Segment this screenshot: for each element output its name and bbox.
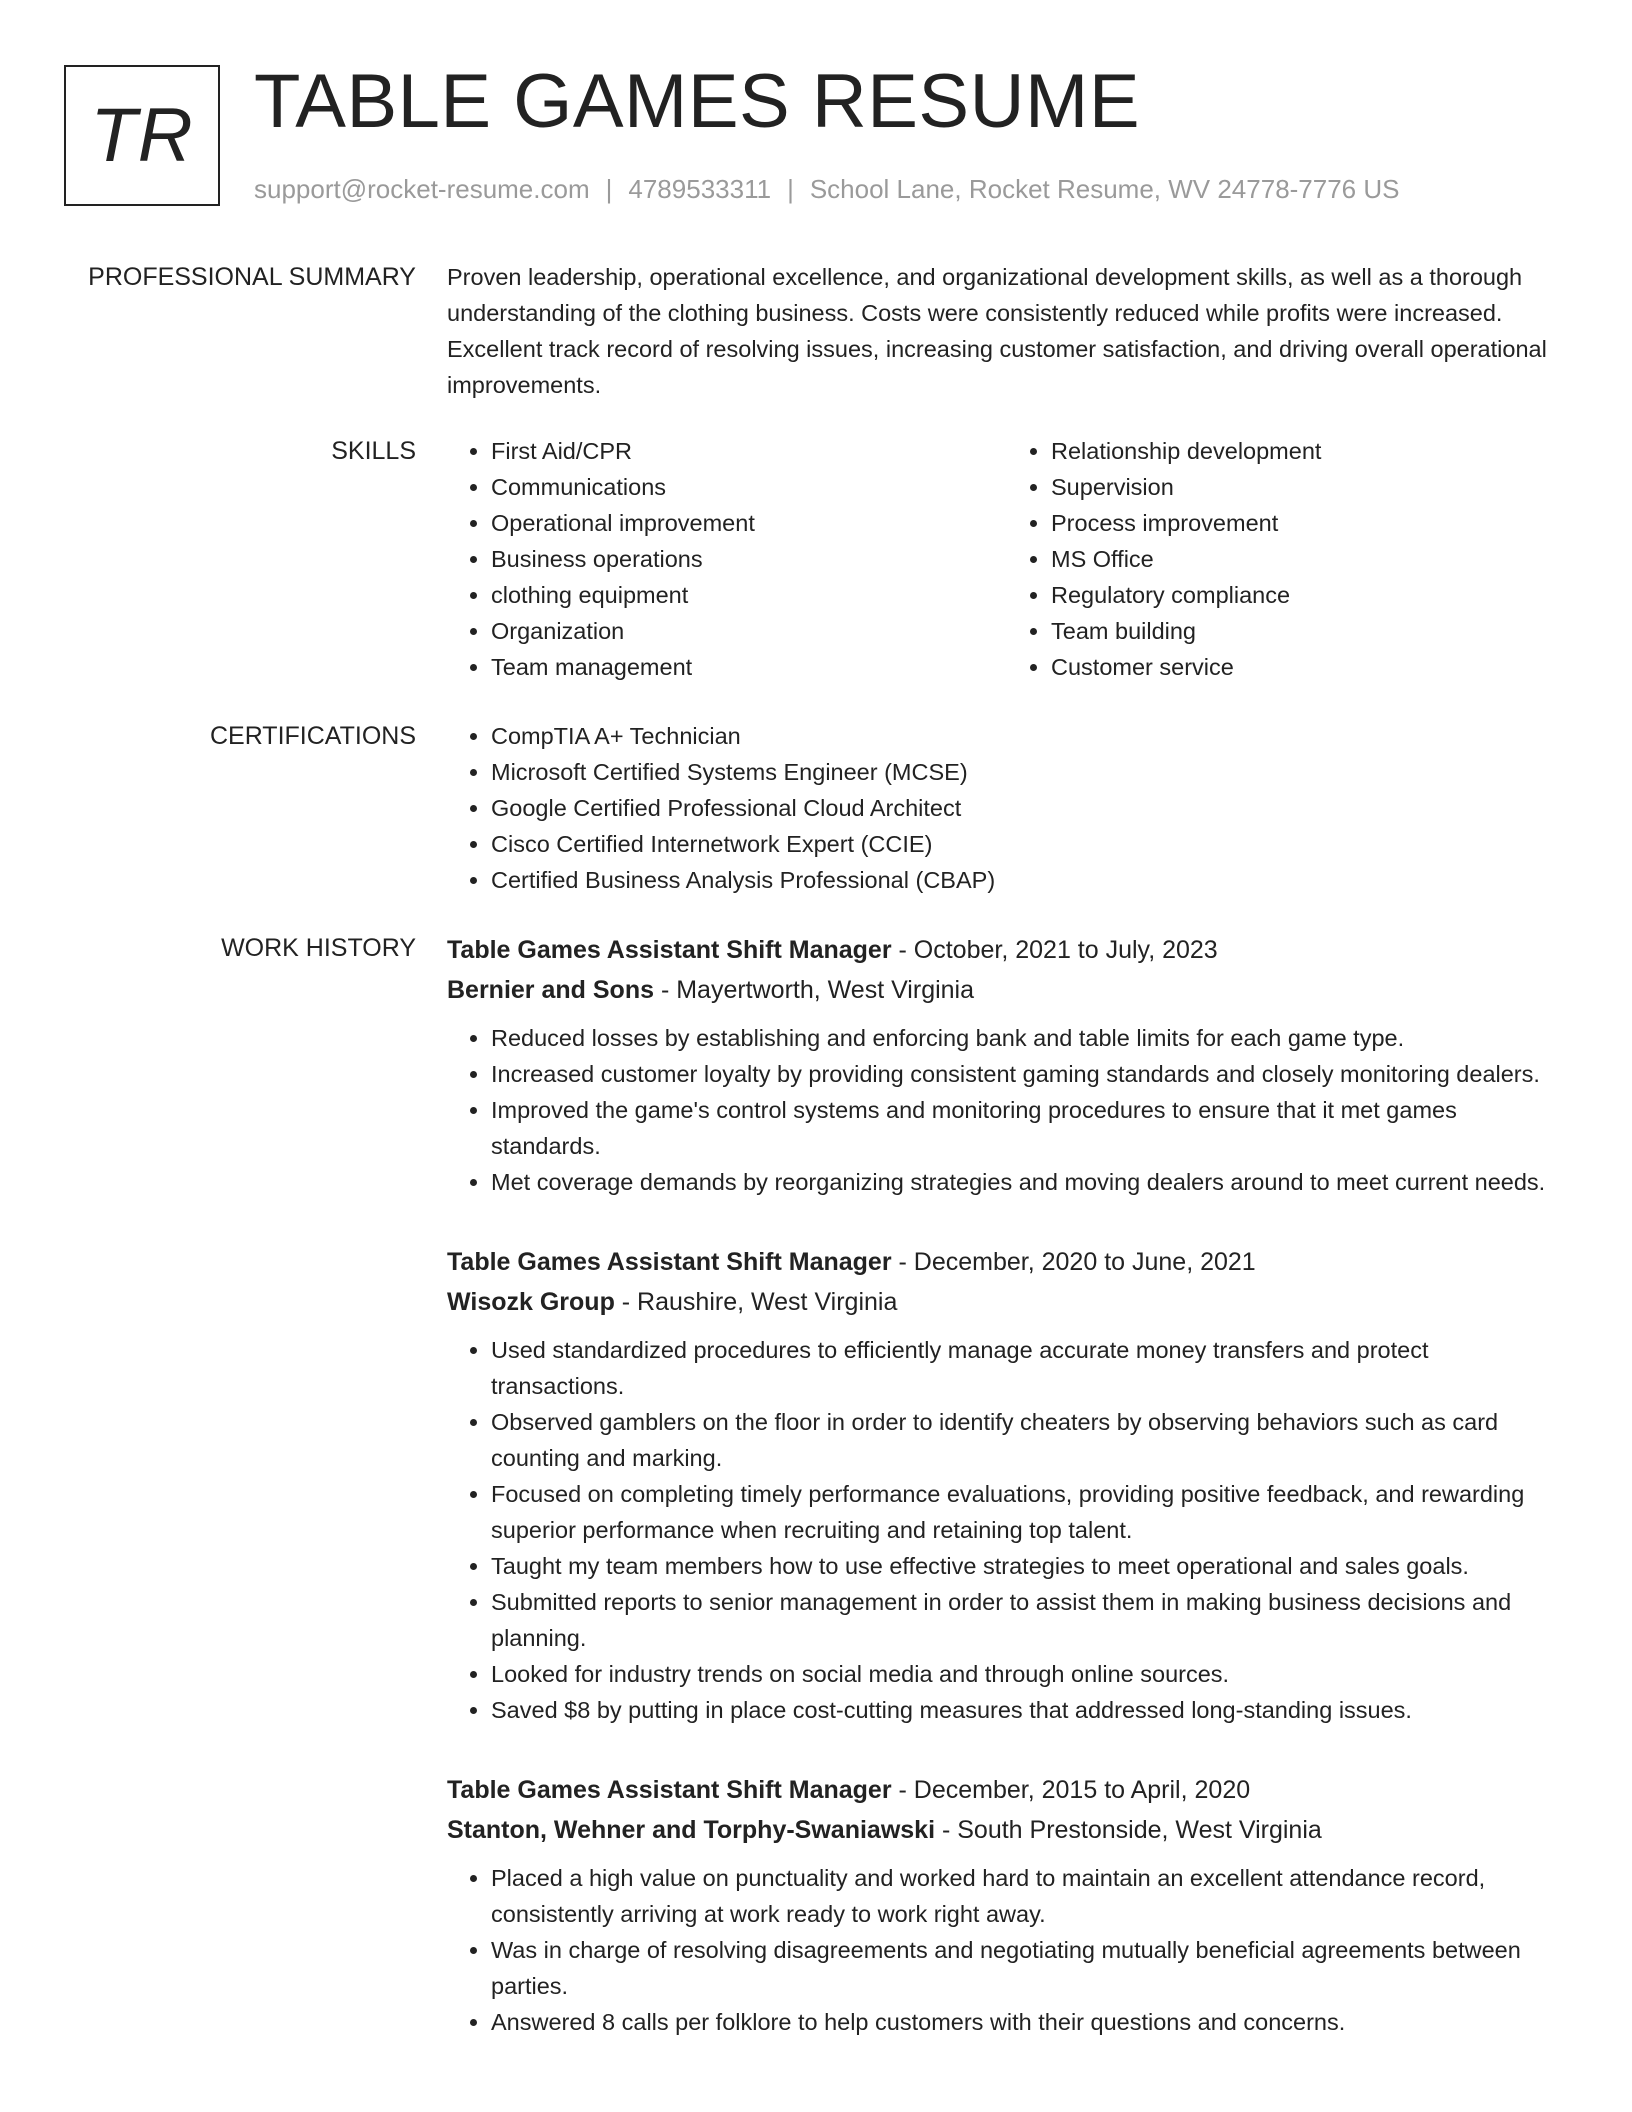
list-item: • Reduced losses by establishing and enforcing bank and table limits for each game type. bbox=[491, 1020, 1567, 1056]
job-company-line bbox=[447, 1810, 1567, 1850]
list-item: • Customer service bbox=[1051, 649, 1567, 685]
list-item: • Focused on completing timely performance evaluations, providing positive feedback, and rewarding superior performance when recruiting and retaining top talent. bbox=[491, 1476, 1567, 1548]
job-company-line bbox=[447, 970, 1567, 1010]
section-label-work-history: WORK HISTORY bbox=[221, 934, 416, 962]
list-item: • Used standardized procedures to efficiently manage accurate money transfers and protect transactions. bbox=[491, 1332, 1567, 1404]
list-item: • Saved $8 by putting in place cost-cutting measures that addressed long-standing issues. bbox=[491, 1692, 1567, 1728]
resume-title: TABLE GAMES RESUME bbox=[254, 59, 1141, 144]
job-company: Bernier and Sons bbox=[447, 976, 654, 1004]
list-item: • Improved the game's control systems and monitoring procedures to ensure that it met games standards. bbox=[491, 1092, 1567, 1164]
list-item: • Taught my team members how to use effective strategies to meet operational and sales goals. bbox=[491, 1548, 1567, 1584]
job-title: Table Games Assistant Shift Manager bbox=[447, 1776, 892, 1804]
list-item: • Met coverage demands by reorganizing strategies and moving dealers around to meet current needs. bbox=[491, 1164, 1567, 1200]
job-location: - Mayertworth, West Virginia bbox=[654, 976, 975, 1004]
list-item: • MS Office bbox=[1051, 541, 1567, 577]
job-dates: - December, 2015 to April, 2020 bbox=[891, 1776, 1251, 1804]
job-title-line bbox=[447, 1770, 1567, 1810]
list-item: • Process improvement bbox=[1051, 505, 1567, 541]
list-item: • Placed a high value on punctuality and worked hard to maintain an excellent attendance record, consistently arriving at work ready to work right away. bbox=[491, 1860, 1567, 1932]
list-item: • Cisco Certified Internetwork Expert (CCIE) bbox=[491, 826, 1567, 862]
list-item: • clothing equipment bbox=[491, 577, 1007, 613]
contact-separator: | bbox=[605, 174, 613, 204]
job-company: Stanton, Wehner and Torphy-Swaniawski bbox=[447, 1816, 936, 1844]
job-location: - South Prestonside, West Virginia bbox=[935, 1816, 1322, 1844]
list-item: • Certified Business Analysis Professional (CBAP) bbox=[491, 862, 1567, 898]
job-bullets bbox=[447, 1860, 1567, 2040]
job-entry bbox=[447, 930, 1567, 1200]
list-item: • First Aid/CPR bbox=[491, 433, 1007, 469]
list-item: • Google Certified Professional Cloud Architect bbox=[491, 790, 1567, 826]
list-item: • Team management bbox=[491, 649, 1007, 685]
list-item: • Answered 8 calls per folklore to help customers with their questions and concerns. bbox=[491, 2004, 1567, 2040]
contact-line bbox=[254, 174, 1400, 205]
job-location: - Raushire, West Virginia bbox=[614, 1288, 898, 1316]
section-label-skills: SKILLS bbox=[331, 437, 416, 465]
job-dates: - December, 2020 to June, 2021 bbox=[891, 1248, 1256, 1276]
certifications-list bbox=[447, 718, 1567, 898]
contact-address: School Lane, Rocket Resume, WV 24778-7776 US bbox=[809, 174, 1400, 204]
list-item: • Communications bbox=[491, 469, 1007, 505]
contact-phone[interactable]: 4789533311 bbox=[628, 174, 772, 204]
list-item: • Regulatory compliance bbox=[1051, 577, 1567, 613]
list-item: • Microsoft Certified Systems Engineer (MCSE) bbox=[491, 754, 1567, 790]
skills-list-right bbox=[1007, 433, 1567, 685]
job-entry bbox=[447, 1242, 1567, 1728]
list-item: • Supervision bbox=[1051, 469, 1567, 505]
job-company-line bbox=[447, 1282, 1567, 1322]
section-label-certifications: CERTIFICATIONS bbox=[209, 722, 416, 750]
monogram: TR bbox=[64, 65, 220, 206]
list-item: • Submitted reports to senior management in order to assist them in making business decisions and planning. bbox=[491, 1584, 1567, 1656]
skills-columns bbox=[447, 433, 1567, 685]
job-title: Table Games Assistant Shift Manager bbox=[447, 936, 892, 964]
job-title-line bbox=[447, 930, 1567, 970]
list-item: • Looked for industry trends on social media and through online sources. bbox=[491, 1656, 1567, 1692]
job-bullets bbox=[447, 1020, 1567, 1200]
list-item: • Increased customer loyalty by providing consistent gaming standards and closely monitoring dealers. bbox=[491, 1056, 1567, 1092]
contact-email[interactable]: support@rocket-resume.com bbox=[254, 174, 590, 204]
summary-text: Proven leadership, operational excellence, and organizational development skills, as well as a thorough understanding of the clothing business. Costs were consistently reduced while profits were increased. Excellent track record of resolving issues, increasing customer satisfaction, and driving overall operational improvements. bbox=[447, 264, 1547, 398]
job-bullets bbox=[447, 1332, 1567, 1728]
list-item: • Team building bbox=[1051, 613, 1567, 649]
section-label-summary: PROFESSIONAL SUMMARY bbox=[88, 263, 416, 291]
list-item: • Organization bbox=[491, 613, 1007, 649]
skills-list-left bbox=[447, 433, 1007, 685]
list-item: • CompTIA A+ Technician bbox=[491, 718, 1567, 754]
job-title: Table Games Assistant Shift Manager bbox=[447, 1248, 892, 1276]
job-dates: - October, 2021 to July, 2023 bbox=[891, 936, 1218, 964]
contact-separator: | bbox=[787, 174, 794, 204]
list-item: • Observed gamblers on the floor in order to identify cheaters by observing behaviors such as card counting and marking. bbox=[491, 1404, 1567, 1476]
list-item: • Operational improvement bbox=[491, 505, 1007, 541]
job-entry bbox=[447, 1770, 1567, 2040]
list-item: • Was in charge of resolving disagreements and negotiating mutually beneficial agreements between parties. bbox=[491, 1932, 1567, 2004]
job-company: Wisozk Group bbox=[447, 1288, 615, 1316]
job-title-line bbox=[447, 1242, 1567, 1282]
list-item: • Business operations bbox=[491, 541, 1007, 577]
list-item: • Relationship development bbox=[1051, 433, 1567, 469]
